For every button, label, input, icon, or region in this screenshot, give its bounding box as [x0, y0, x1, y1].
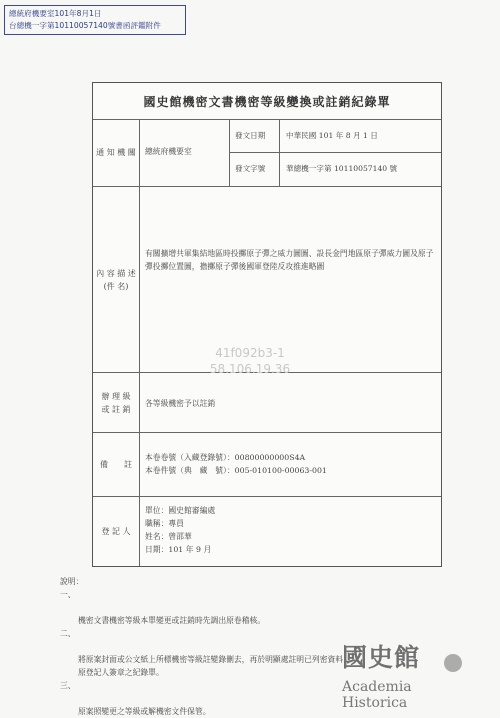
- date-value: 中華民國 101 年 8 月 1 日: [286, 131, 378, 140]
- form-title: 國史館機密文書機密等級變換或註銷紀錄單: [93, 83, 441, 120]
- note-text: 原案照變更之等級或解機密文件保管。: [78, 707, 211, 716]
- record-form: [92, 82, 442, 567]
- note-text: 機密文書機密等級本單變更或註銷時先調出原卷稽核。: [78, 616, 266, 625]
- remarks-label: 備 註: [93, 433, 140, 496]
- note-item: [60, 588, 460, 627]
- action-value: 各等級機密予以註銷: [145, 399, 216, 408]
- note-key: 二、: [60, 629, 76, 638]
- access-watermark: [200, 345, 300, 377]
- logo-text: 國史館: [342, 643, 421, 672]
- recorder-value: 單位：國史館審編處 職稱：專員 姓名：曾邵華 日期：101 年 9 月: [145, 506, 216, 554]
- notify-label: 通 知 機 關: [93, 119, 140, 186]
- note-text: 將原案封面或公文紙上所標機密等級註變錄刪去，再於明顯處註明已列密資料 原登記人簽章之紀錄單。: [78, 655, 344, 677]
- watermark-line-2: 58.106.19.36: [209, 362, 291, 376]
- notify-value: 總統府機要室: [145, 147, 192, 156]
- stamp-line-1: 總統府機要室101年8月1日: [9, 9, 102, 18]
- remarks-row: [93, 433, 441, 497]
- action-label: 辦 理 級 或 註 銷: [93, 373, 140, 432]
- recorder-label: 登 記 人: [93, 497, 140, 566]
- academia-historica-logo: [338, 636, 478, 711]
- receipt-stamp: [4, 5, 186, 35]
- content-label: 內 容 描 述 (件 名): [93, 187, 140, 372]
- number-label: 發文字號: [235, 164, 266, 173]
- notify-hline: [229, 152, 441, 153]
- note-key: 一、: [60, 590, 76, 599]
- recorder-row: [93, 497, 441, 566]
- remarks-value: 本卷卷號（入藏登錄號）：00800000000S4A 本卷件號（典 藏 號）：005-010100-00063-001: [145, 453, 327, 475]
- logo-subtitle: Academia Historica: [342, 679, 412, 711]
- note-key: 三、: [60, 681, 76, 690]
- notify-row: [93, 119, 441, 187]
- date-label: 發文日期: [235, 131, 266, 140]
- seal-icon: [444, 654, 462, 672]
- stamp-line-2: 台總機一字第10110057140號書函評鑑附件: [9, 21, 161, 30]
- watermark-line-1: 41f092b3-1: [215, 346, 285, 360]
- content-value: 有關擴增共軍集結地區時投擲原子彈之威力圖圖、設長金門地區原子彈威力圖及原子彈投擲位置圖，擔擲原子彈後國軍登陸反攻推進略圖: [145, 249, 434, 271]
- number-value: 華總機一字第 10110057140 號: [286, 164, 398, 173]
- action-row: [93, 373, 441, 433]
- notes-heading: 說明：: [60, 577, 84, 586]
